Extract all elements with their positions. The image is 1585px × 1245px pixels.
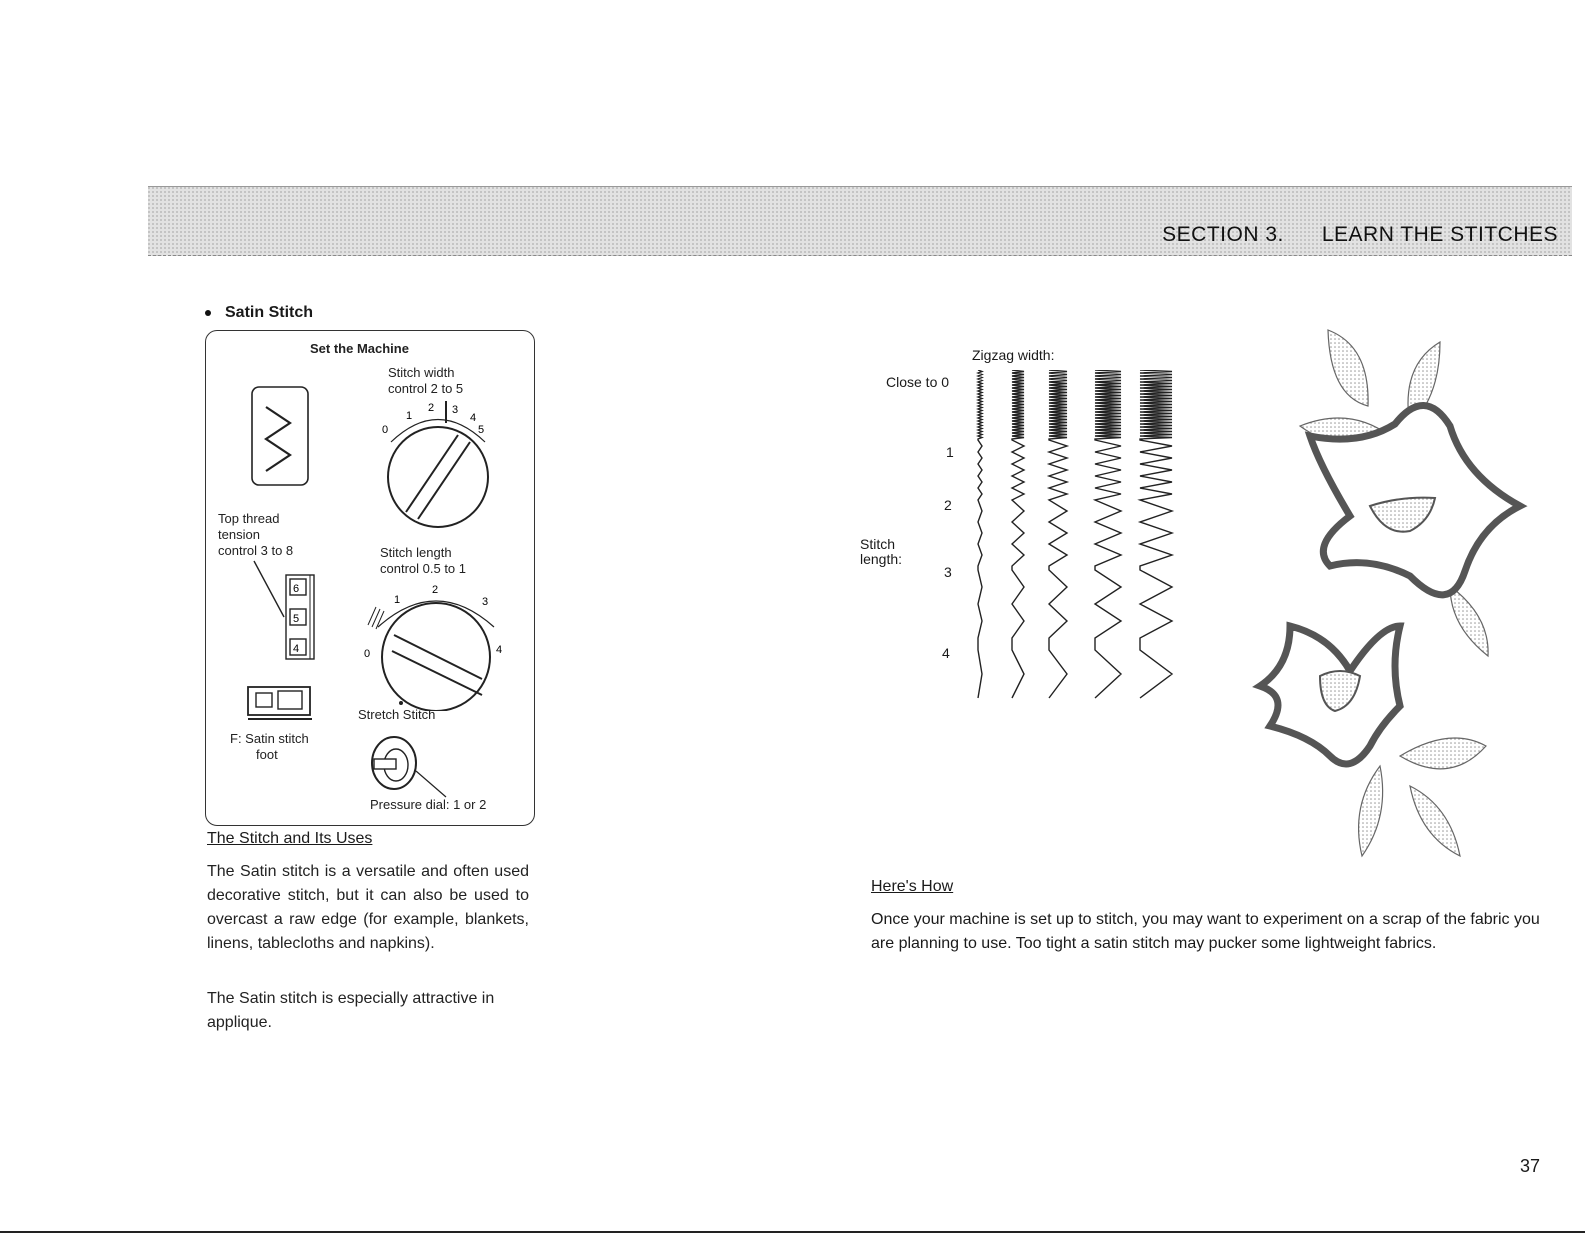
- top-thread-label-1: Top thread: [218, 511, 280, 526]
- stitch-width-dial-icon: [366, 397, 506, 531]
- zigzag-sample-line: [978, 370, 982, 698]
- stitch-length-label-2: control 0.5 to 1: [380, 561, 466, 576]
- section-number: SECTION 3.: [1162, 223, 1284, 246]
- pressure-dial-label: Pressure dial: 1 or 2: [370, 797, 487, 812]
- section-name: LEARN THE STITCHES: [1321, 223, 1558, 246]
- width-dial-tick: 1: [406, 410, 413, 422]
- zigzag-sample-line: [1140, 370, 1172, 698]
- stitch-width-label-1: Stitch width: [388, 365, 455, 380]
- length-number: 1: [946, 444, 954, 460]
- length-dial-tick: 4: [496, 644, 503, 656]
- top-thread-label-3: control 3 to 8: [218, 543, 294, 558]
- length-dial-tick: 3: [482, 596, 489, 608]
- section-header-band: [148, 186, 1572, 256]
- page-number: 37: [1520, 1156, 1541, 1176]
- stitch-length-dial-icon: [356, 579, 514, 711]
- length-dial-tick: 1: [394, 594, 401, 606]
- zigzag-pattern-window-icon: [250, 385, 310, 487]
- width-dial-tick: 2: [428, 402, 435, 414]
- applique-flower-illustration: [1250, 326, 1550, 866]
- section-title: [1162, 223, 1558, 247]
- zigzag-stitch-chart: [960, 370, 1200, 730]
- width-dial-tick: 3: [452, 404, 459, 416]
- length-number: 3: [944, 564, 952, 580]
- heres-how-text: Once your machine is set up to stitch, you may want to experiment on a scrap of the fabric you are planning to use. Too tight a satin stitch may pucker some lightweight fabrics.: [871, 911, 1540, 952]
- stitch-length-label-1: Stitch length: [380, 545, 452, 560]
- bullet-icon: [205, 310, 211, 316]
- zigzag-sample-line: [1095, 370, 1121, 698]
- zigzag-width-label: Zigzag width:: [972, 347, 1055, 363]
- top-thread-label-2: tension: [218, 527, 260, 542]
- pressure-dial-icon: [366, 731, 456, 799]
- leaf-icon: [1359, 738, 1486, 856]
- close-to-zero-label: Close to 0: [886, 374, 950, 390]
- length-dial-tick: 0: [364, 648, 371, 660]
- width-dial-tick: 0: [382, 424, 389, 436]
- foot-label-1: F: Satin stitch: [230, 731, 309, 746]
- foot-label-2: foot: [256, 747, 278, 762]
- stitch-uses-title: The Stitch and Its Uses: [207, 830, 373, 847]
- zigzag-sample-line: [1049, 370, 1067, 698]
- tension-number: 6: [293, 583, 300, 595]
- satin-stitch-foot-icon: [244, 683, 316, 723]
- zigzag-sample-line: [1012, 370, 1024, 698]
- stitch-width-label-2: control 2 to 5: [388, 381, 464, 396]
- length-number: 4: [942, 645, 950, 661]
- stitch-length-axis-label: Stitch length:: [860, 536, 903, 567]
- heres-how-title: Here's How: [871, 878, 954, 895]
- width-dial-tick: 5: [478, 424, 485, 436]
- length-dial-tick: 2: [432, 584, 439, 596]
- stitch-uses-paragraph-2: The Satin stitch is especially attractive in applique.: [207, 990, 495, 1031]
- stretch-stitch-label: Stretch Stitch: [358, 707, 436, 722]
- satin-stitch-heading-text: Satin Stitch: [225, 304, 314, 321]
- width-dial-tick: 4: [470, 412, 477, 424]
- set-the-machine-box: [205, 330, 535, 826]
- tension-number: 5: [293, 613, 300, 625]
- tension-number: 4: [293, 643, 300, 655]
- stitch-uses-paragraph-1: The Satin stitch is a versatile and often used decorative stitch, but it can also be used to overcast a raw edge (for example, blankets, linens, tablecloths and napkins).: [207, 863, 529, 952]
- tension-control-icon: [252, 559, 322, 663]
- bottom-rule: [0, 1231, 1585, 1233]
- box-title: Set the Machine: [310, 341, 409, 356]
- satin-stitch-heading: [205, 304, 313, 322]
- length-number: 2: [944, 497, 952, 513]
